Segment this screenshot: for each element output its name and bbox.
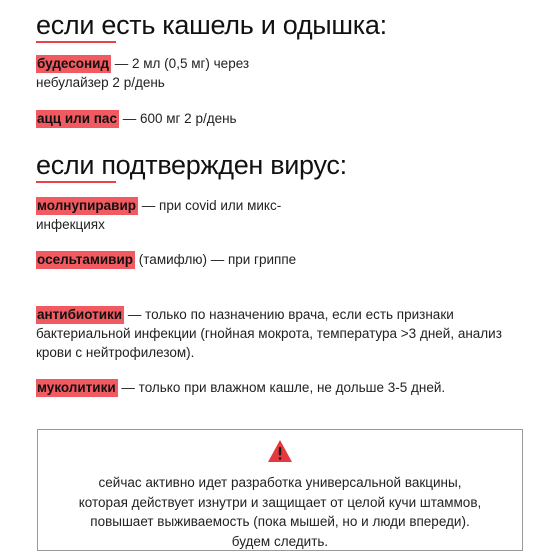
notice-line: сейчас активно идет разработка универсальной вакцины,: [98, 475, 462, 490]
notice-line: повышает выживаемость (пока мышей, но и люди впереди).: [90, 514, 470, 529]
heading-underline: [36, 41, 116, 43]
drug-description: — только при влажном кашле, не дольше 3-5 дней.: [117, 380, 446, 395]
list-item-mucolytics: [36, 378, 526, 397]
drug-description: — 2 мл (0,5 мг) через небулайзер 2 р/день: [36, 56, 250, 90]
drug-term: осельтамивир: [37, 252, 134, 267]
drug-description: (тамифлю) — при гриппе: [135, 252, 297, 267]
drug-term: молнупиравир: [37, 198, 137, 213]
list-item-oseltamivir: [36, 250, 526, 269]
section-heading: если есть кашель и одышка:: [36, 10, 387, 40]
drug-term: ацц или пас: [37, 111, 117, 126]
warning-icon: [267, 439, 293, 463]
drug-term: муколитики: [37, 380, 116, 395]
drug-term: будесонид: [37, 56, 110, 71]
section-heading: если подтвержден вирус:: [36, 150, 347, 180]
drug-description: — только по назначению врача, если есть признаки бактериальной инфекции (гнойная мокрота, температура >3 дней, анализ крови с нейтрофилезом).: [36, 307, 502, 360]
list-item-budesonide: [36, 54, 296, 92]
notice-box: [37, 429, 523, 551]
drug-term: антибиотики: [37, 307, 123, 322]
drug-description: — 600 мг 2 р/день: [118, 111, 237, 126]
drug-description: — при covid или микс-инфекциях: [36, 198, 282, 232]
notice-text: [38, 473, 522, 551]
heading-underline: [36, 181, 116, 183]
list-item-acc: [36, 109, 526, 128]
list-item-antibiotics: [36, 305, 518, 362]
notice-line: которая действует изнутри и защищает от целой кучи штаммов,: [78, 494, 482, 510]
notice-line: будем следить.: [231, 533, 329, 549]
list-item-molnupiravir: [36, 196, 308, 234]
